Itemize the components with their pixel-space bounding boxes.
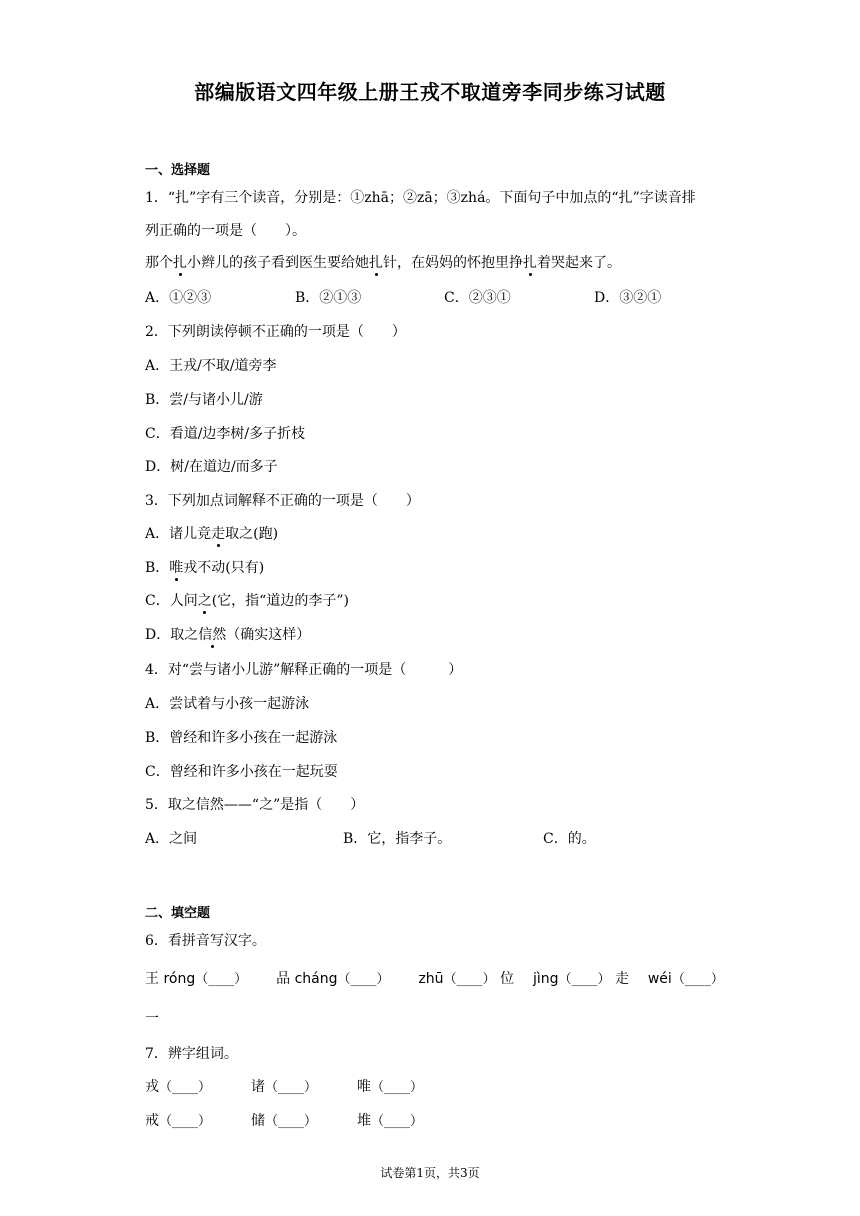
answer-blank[interactable]: （____） [371, 1114, 424, 1129]
q2-option-a[interactable]: A．王戎/不取/道旁李 [145, 358, 277, 374]
answer-blank[interactable]: （____） [159, 1080, 212, 1095]
q7-item [357, 1110, 423, 1130]
q7-item [145, 1110, 211, 1130]
pinyin: cháng [294, 971, 338, 987]
page-footer: 试卷第1页，共3页 [380, 1166, 480, 1180]
q1-sentence-part: 那个 [145, 255, 173, 271]
q6-char: 王 [145, 971, 159, 987]
q6-items [145, 968, 724, 988]
q3-option-c[interactable] [145, 590, 349, 610]
q3-option-d[interactable] [145, 624, 310, 644]
q5-option-b[interactable]: B．它，指李子。 [343, 831, 452, 847]
q1-option-d[interactable]: D．③②① [594, 290, 662, 306]
q3-text: B． [145, 560, 170, 576]
q7-char: 诸 [251, 1079, 265, 1095]
q3-text: 取之(跑) [225, 526, 279, 542]
section-heading-fill: 二、填空题 [145, 906, 211, 921]
q4-option-a[interactable]: A．尝试着与小孩一起游泳 [145, 696, 310, 712]
section-heading-choice: 一、选择题 [145, 163, 211, 178]
q6-char: 品 [276, 971, 291, 987]
q7-item [251, 1110, 317, 1130]
q7-char: 堆 [357, 1113, 371, 1129]
q6-stem: 6．看拼音写汉字。 [145, 933, 266, 949]
answer-blank[interactable]: （____） [443, 972, 496, 987]
q7-stem: 7．辨字组词。 [145, 1046, 238, 1062]
pinyin: wéi [647, 971, 672, 987]
answer-blank[interactable]: （____） [195, 972, 248, 987]
q1-sentence-part: 着哭起来了。 [537, 255, 621, 271]
q3-text: C．人问 [145, 593, 198, 609]
q5-option-c[interactable]: C．的。 [543, 831, 596, 847]
dotted-char: 走 [211, 523, 225, 543]
q5-option-a[interactable]: A．之间 [145, 831, 198, 847]
q3-text: 戎不动(只有) [183, 560, 265, 576]
answer-blank[interactable]: （____） [159, 1114, 212, 1129]
q5-stem: 5．取之信然——“之”是指（ ） [145, 797, 365, 813]
q7-char: 唯 [357, 1079, 371, 1095]
pinyin: jìng [532, 971, 559, 987]
answer-blank[interactable]: （____） [337, 972, 390, 987]
dotted-char: 之 [198, 590, 212, 610]
dotted-char: 扎 [173, 252, 187, 272]
answer-blank[interactable]: （____） [671, 972, 724, 987]
q1-option-a[interactable]: A．①②③ [145, 290, 212, 306]
dotted-char: 扎 [369, 252, 383, 272]
q4-option-b[interactable]: B．曾经和许多小孩在一起游泳 [145, 730, 338, 746]
q7-item [357, 1076, 423, 1096]
page-title: 部编版语文四年级上册王戎不取道旁李同步练习试题 [194, 80, 666, 104]
answer-blank[interactable]: （____） [265, 1080, 318, 1095]
pinyin: zhū [418, 971, 444, 987]
q3-text: D．取之 [145, 627, 199, 643]
answer-blank[interactable]: （____） [371, 1080, 424, 1095]
q3-text: A．诸儿竞 [145, 526, 212, 542]
q3-option-b[interactable] [145, 557, 264, 577]
q1-stem-line1: 1．“扎”字有三个读音，分别是：①zhā；②zā；③zhá。下面句子中加点的“扎”字读音排 [145, 190, 696, 206]
q6-char: 走 [614, 971, 629, 987]
q1-sentence-part: 小辫儿的孩子看到医生要给她 [187, 255, 369, 271]
q7-item [145, 1076, 211, 1096]
dotted-char: 扎 [523, 252, 537, 272]
q1-option-b[interactable]: B．②①③ [295, 290, 362, 306]
q4-option-c[interactable]: C．曾经和许多小孩在一起玩耍 [145, 764, 338, 780]
q7-char: 储 [251, 1113, 265, 1129]
q3-text: (它，指“道边的李子”) [211, 593, 349, 609]
answer-blank[interactable]: （____） [558, 972, 611, 987]
q7-char: 戒 [145, 1113, 159, 1129]
dotted-char: 唯 [169, 557, 183, 577]
pinyin: róng [163, 971, 196, 987]
q4-stem: 4．对“尝与诸小儿游”解释正确的一项是（ ） [145, 662, 463, 678]
q1-sentence [145, 252, 621, 272]
q2-option-c[interactable]: C．看道/边李树/多子折枝 [145, 426, 306, 442]
answer-blank[interactable]: （____） [265, 1114, 318, 1129]
q3-text: （确实这样） [226, 627, 311, 643]
q7-item [251, 1076, 317, 1096]
q2-option-d[interactable]: D．树/在道边/而多子 [145, 459, 278, 475]
q1-sentence-part: 针，在妈妈的怀抱里挣 [383, 255, 523, 271]
dotted-char: 信然 [198, 624, 226, 644]
q3-option-a[interactable] [145, 523, 278, 543]
q6-char: 位 [500, 971, 515, 987]
q1-stem-line2: 列正确的一项是（ ）。 [145, 223, 306, 239]
q1-option-c[interactable]: C．②③① [444, 290, 511, 306]
q6-wrap-char: 一 [145, 1011, 159, 1027]
q2-stem: 2．下列朗读停顿不正确的一项是（ ） [145, 324, 406, 340]
q3-stem: 3．下列加点词解释不正确的一项是（ ） [145, 493, 420, 509]
q7-char: 戎 [145, 1079, 159, 1095]
q2-option-b[interactable]: B．尝/与诸小儿/游 [145, 392, 263, 408]
